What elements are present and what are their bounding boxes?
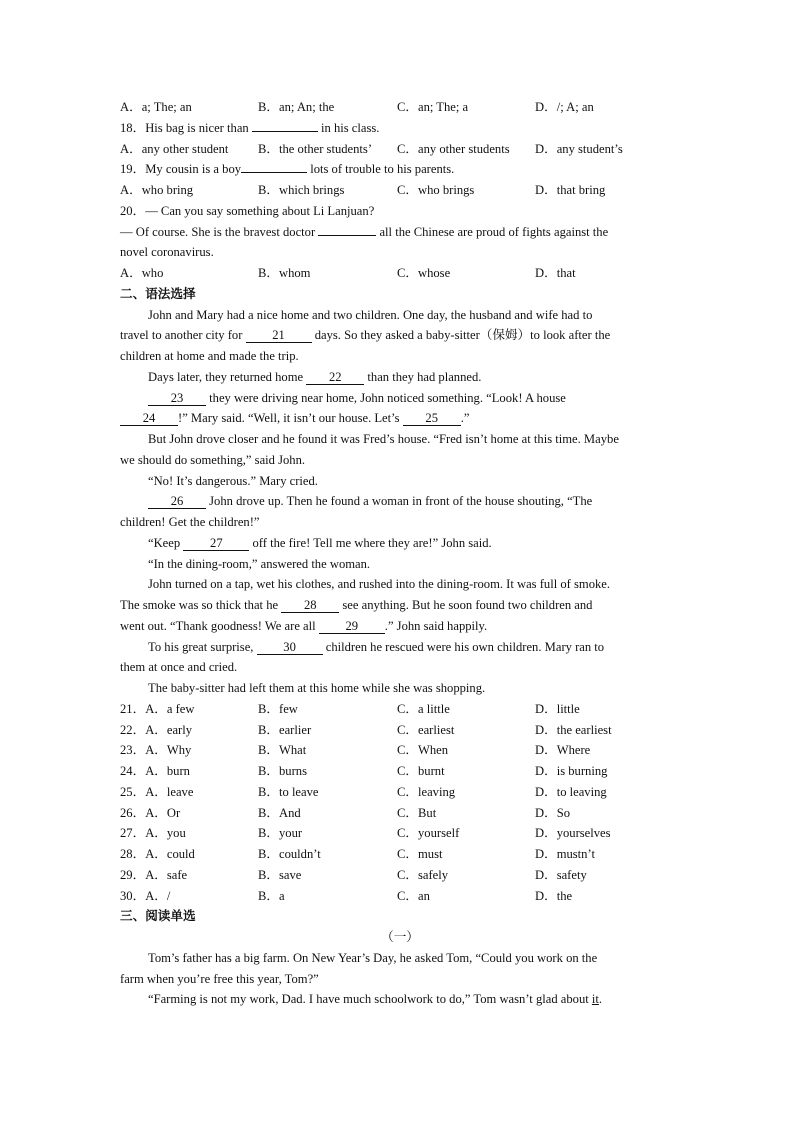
choice-row [120, 761, 680, 782]
option-a[interactable] [120, 844, 195, 865]
option-c[interactable]: C．who brings [397, 183, 475, 197]
choice-number: 26． [120, 805, 146, 820]
exam-page [120, 97, 680, 1010]
option-d[interactable]: D．to leaving [535, 784, 607, 799]
option-d[interactable]: D．that bring [535, 183, 606, 197]
option-b[interactable]: B．And [258, 805, 301, 820]
blank-21: 21 [246, 328, 312, 343]
reading-line: Tom’s father has a big farm. On New Year’s Day, he asked Tom, “Could you work on the [148, 950, 598, 965]
option-b[interactable]: B．What [258, 743, 307, 758]
option-b[interactable]: B．which brings [258, 183, 345, 197]
choice-row [120, 865, 680, 886]
passage-line: 26 John drove up. Then he found a woman in front of the house shouting, “The [120, 491, 680, 512]
passage-line: them at once and cried. [120, 660, 238, 675]
choices-list [120, 699, 680, 907]
option-a[interactable] [120, 803, 180, 824]
question-19-stem: 19．My cousin is a boy lots of trouble to his parents. [120, 162, 455, 177]
option-d[interactable]: D．is burning [535, 764, 608, 778]
option-c[interactable]: C．must [397, 847, 443, 861]
option-c[interactable]: C．an [397, 888, 430, 903]
blank-22: 22 [306, 370, 364, 385]
passage-line: went out. “Thank goodness! We are all 29 .” John said happily. [120, 618, 488, 633]
passage-line: John turned on a tap, wet his clothes, and rushed into the dining-room. It was full of smoke. [148, 577, 611, 592]
option-c[interactable]: C．But [397, 805, 437, 820]
passage-line: children at home and made the trip. [120, 349, 299, 363]
passage-line: But John drove closer and he found it was Fred’s house. “Fred isn’t home at this time. Maybe [148, 432, 619, 446]
option-d[interactable]: D．Where [535, 743, 591, 758]
passage-line: children! Get the children!” [120, 515, 260, 529]
question-20-answer-cont: novel coronavirus. [120, 245, 214, 260]
option-a[interactable]: A．who [120, 266, 164, 280]
blank-24: 24 [120, 411, 178, 426]
choice-row [120, 823, 680, 844]
section-title-reading: 三、阅读单选 [120, 908, 196, 924]
option-c[interactable]: C．an; The; a [397, 100, 469, 114]
option-c[interactable]: C．safely [397, 867, 449, 882]
option-c[interactable]: C．yourself [397, 826, 460, 841]
option-a[interactable]: A．who bring [120, 183, 194, 197]
passage-line: Days later, they returned home 22 than they had planned. [148, 369, 482, 384]
passage-line: we should do something,” said John. [120, 452, 306, 467]
option-a[interactable]: A．a; The; an [120, 100, 192, 114]
underlined-word: it [591, 992, 599, 1007]
choice-number: 23． [120, 743, 146, 758]
option-c[interactable]: C．whose [397, 266, 451, 280]
passage-line: 24 !” Mary said. “Well, it isn’t our house. Let’s 25 .” [120, 408, 680, 429]
choice-text: A．leave [145, 784, 194, 799]
choice-number: 25． [120, 784, 146, 799]
blank-30: 30 [257, 640, 323, 655]
choice-text: A．could [145, 847, 195, 861]
option-c[interactable]: C．earliest [397, 722, 455, 737]
reading-line: “Farming is not my work, Dad. I have much schoolwork to do,” Tom wasn’t glad about it. [148, 992, 603, 1007]
passage-line: The smoke was so thick that he 28 see anything. But he soon found two children and [120, 598, 593, 612]
choice-text: A．early [145, 722, 193, 737]
option-c[interactable]: C．any other students [397, 141, 510, 156]
option-a[interactable] [120, 782, 193, 803]
choice-row [120, 844, 680, 865]
blank-29: 29 [319, 619, 385, 634]
choice-text: A．safe [145, 867, 188, 882]
option-b[interactable]: B．couldn’t [258, 847, 321, 861]
option-d[interactable]: D．that [535, 266, 576, 280]
option-a[interactable] [120, 886, 170, 907]
question-20-answer: — Of course. She is the bravest doctor all the Chinese are proud of fights against the [120, 224, 609, 239]
choice-text: A．a few [145, 701, 195, 716]
choice-text: A．you [145, 826, 186, 841]
question-20-stem: 20．— Can you say something about Li Lanjuan? [120, 203, 375, 218]
passage-line: “Keep 27 off the fire! Tell me where they are!” John said. [148, 535, 492, 550]
choice-row [120, 740, 680, 761]
choice-number: 21． [120, 701, 146, 716]
choice-text: A．/ [145, 888, 171, 903]
option-c[interactable]: C．burnt [397, 764, 445, 778]
option-a[interactable] [120, 761, 190, 782]
question-19-options [120, 180, 680, 201]
option-a[interactable] [120, 699, 195, 720]
option-d[interactable]: D．any student’s [535, 141, 623, 156]
option-c[interactable]: C．a little [397, 701, 450, 716]
option-d[interactable]: D．mustn’t [535, 847, 595, 861]
option-b[interactable]: B．a [258, 888, 285, 903]
question-20-options [120, 263, 680, 284]
question-18-stem: 18．His bag is nicer than in his class. [120, 120, 380, 135]
passage-line: John and Mary had a nice home and two children. One day, the husband and wife had to [148, 307, 593, 322]
option-b[interactable]: B．earlier [258, 722, 312, 737]
passage-line: “No! It’s dangerous.” Mary cried. [148, 473, 318, 488]
option-d[interactable]: D．little [535, 701, 580, 716]
option-b[interactable]: B．burns [258, 764, 307, 778]
option-d[interactable]: D．the [535, 888, 573, 903]
option-d[interactable]: D．the earliest [535, 722, 612, 737]
choice-row [120, 720, 680, 741]
passage-line: The baby-sitter had left them at this home while she was shopping. [148, 681, 486, 695]
option-a[interactable]: A．any other student [120, 141, 229, 156]
choice-text: A．Why [145, 743, 192, 758]
option-c[interactable]: C．leaving [397, 784, 456, 799]
choice-row [120, 803, 680, 824]
option-d[interactable]: D．So [535, 805, 570, 820]
top-options-row [120, 97, 680, 118]
choice-text: A．Or [145, 805, 181, 820]
passage-line: “In the dining-room,” answered the woman. [148, 556, 371, 571]
choice-row [120, 886, 680, 907]
option-d[interactable]: D．safety [535, 867, 587, 882]
choice-number: 29． [120, 867, 146, 882]
choice-number: 22． [120, 722, 146, 737]
option-b[interactable]: B．save [258, 867, 302, 882]
option-b[interactable]: B．whom [258, 266, 311, 280]
answer-blank [318, 235, 376, 236]
blank-23: 23 [148, 391, 206, 406]
option-c[interactable]: C．When [397, 743, 449, 758]
choice-number: 30． [120, 888, 146, 903]
option-b[interactable]: B．an; An; the [258, 100, 335, 114]
passage-line: To his great surprise, 30 children he rescued were his own children. Mary ran to [148, 639, 605, 654]
question-18-options [120, 139, 680, 160]
choice-number: 28． [120, 847, 146, 861]
option-b[interactable]: B．to leave [258, 784, 319, 799]
answer-blank [241, 172, 307, 173]
option-b[interactable]: B．the other students’ [258, 141, 373, 156]
choice-row [120, 782, 680, 803]
option-a[interactable] [120, 865, 187, 886]
blank-27: 27 [183, 536, 249, 551]
option-b[interactable]: B．your [258, 826, 303, 841]
reading-line: farm when you’re free this year, Tom?” [120, 971, 319, 986]
option-a[interactable] [120, 740, 191, 761]
choice-text: A．burn [145, 764, 190, 778]
option-d[interactable]: D．yourselves [535, 826, 611, 841]
passage-line: travel to another city for 21 days. So they asked a baby-sitter（保姆）to look after the [120, 328, 611, 343]
blank-28: 28 [281, 598, 339, 613]
option-d[interactable]: D．/; A; an [535, 100, 594, 114]
choice-number: 24． [120, 764, 146, 778]
option-a[interactable] [120, 720, 192, 741]
choice-number: 27． [120, 826, 146, 841]
blank-26: 26 [148, 494, 206, 509]
reading-subtitle: （一） [381, 930, 419, 944]
section-title-grammar: 二、语法选择 [120, 285, 196, 301]
option-a[interactable] [120, 823, 186, 844]
passage-line: 23 they were driving near home, John noticed something. “Look! A house [120, 388, 680, 409]
option-b[interactable]: B．few [258, 701, 298, 716]
blank-25: 25 [403, 411, 461, 426]
answer-blank [252, 131, 318, 132]
choice-row [120, 699, 680, 720]
